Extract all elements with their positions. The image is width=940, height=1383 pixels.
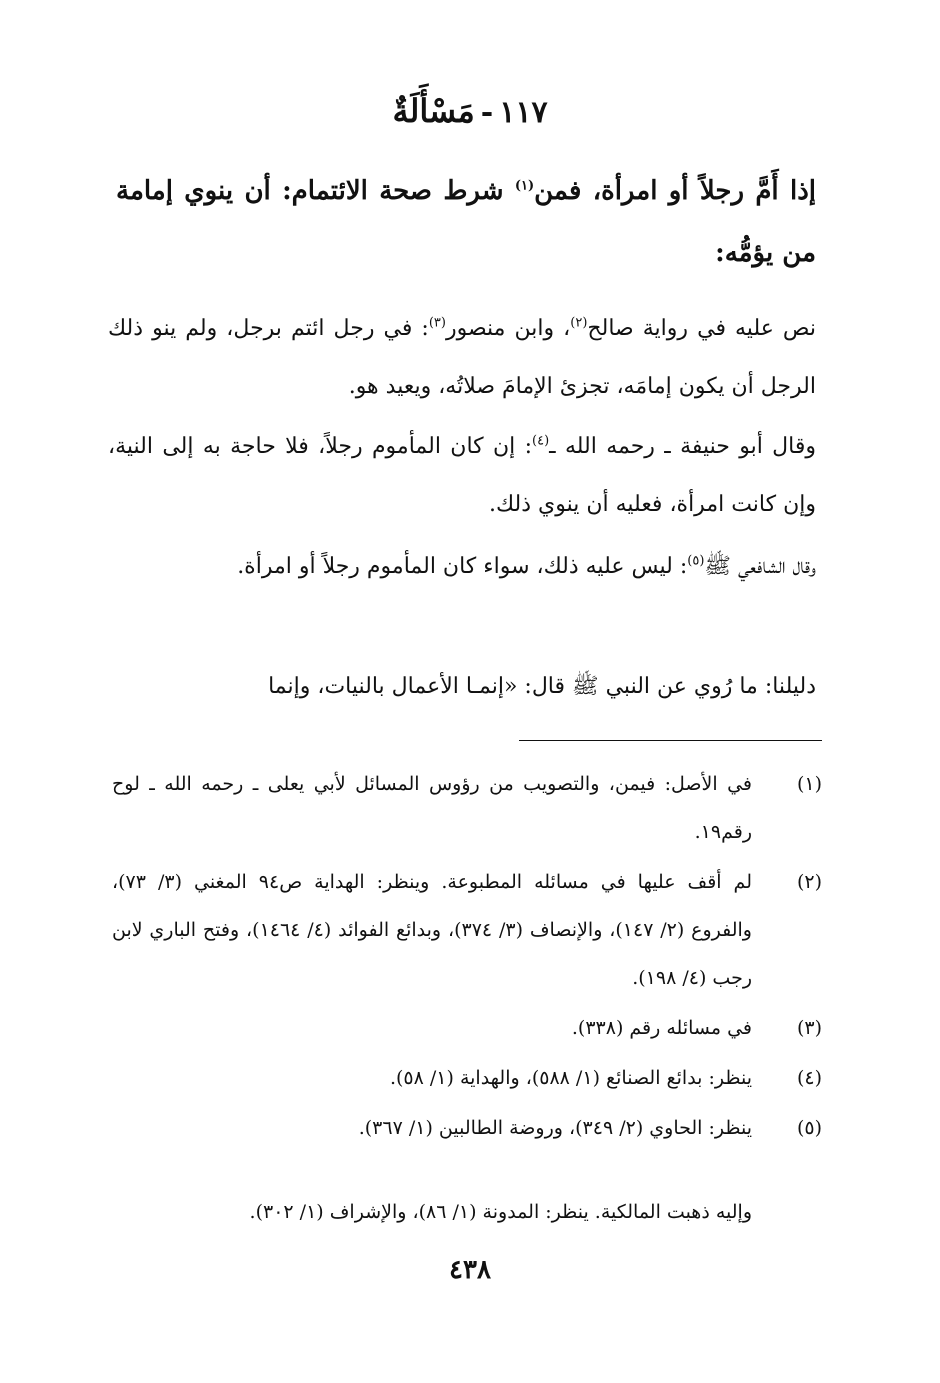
footnote-ref: (٣) [428, 315, 446, 331]
issue-question [116, 160, 816, 284]
paragraph-text: وقال أبو حنيفة ـ رحمه الله ـ [549, 434, 816, 459]
paragraph-4 [108, 658, 816, 716]
paragraph-2 [108, 418, 816, 534]
footnotes [112, 760, 822, 1154]
footnote-ref: (٢) [570, 315, 588, 331]
footnote-text: في الأصل: فيمن، والتصويب من رؤوس المسائل لأبي يعلى ـ رحمه الله ـ لوح رقم١٩. [112, 773, 752, 843]
footnote-1 [112, 760, 822, 856]
footnote-continuation: وإليه ذهبت المالكية. ينظر: المدونة (١/ ٨٦)، والإشراف (١/ ٣٠٢). [249, 1201, 752, 1223]
issue-number: ١١٧ [499, 95, 548, 130]
paragraph-text: : ليس عليه ذلك، سواء كان المأموم رجلاً أو امرأة. [237, 554, 688, 579]
heading-dash: - [480, 95, 494, 130]
footnote-3 [112, 1004, 822, 1052]
paragraph-text: وقال الشافعي ﷺ [704, 554, 816, 579]
paragraph-text: : في رجل ائتم برجل، ولم ينو ذلك الرجل أن يكون إمامَه، تجزئ الإمامَ صلاتُه، ويعيد هو. [108, 316, 816, 399]
paragraph-text: : إن كان المأموم رجلاً، فلا حاجة به إلى النية، وإن كانت امرأة، فعليه أن ينوي ذلك. [108, 434, 816, 517]
paragraph-text: نص عليه في رواية صالح [587, 316, 816, 341]
paragraph-3 [108, 538, 816, 596]
footnote-divider [519, 740, 822, 741]
footnote-2 [112, 858, 822, 1002]
question-text-start: إذا أَمَّ رجلاً أو امرأة، فمن [534, 176, 816, 206]
footnote-number: (٤) [796, 1067, 822, 1089]
footnote-text: ينظر: بدائع الصنائع (١/ ٥٨٨)، والهداية (١/ ٥٨). [389, 1067, 752, 1089]
footnote-ref: (١) [514, 178, 535, 194]
footnote-text: لم أقف عليها في مسائله المطبوعة. وينظر: الهداية ص٩٤ المغني (٣/ ٧٣)، والفروع (٢/ ١٤٧)، والإنصاف (٣/ ٣٧٤)، وبدائع الفوائد (٤/ ١٤٦٤)، وفتح الباري لابن رجب (٤/ ١٩٨). [112, 871, 752, 989]
footnote-ref: (٥) [687, 553, 705, 569]
footnote-4 [112, 1054, 822, 1102]
paragraph-1 [108, 300, 816, 416]
paragraph-text: ، وابن منصور [445, 316, 571, 341]
footnote-text: ينظر: الحاوي (٢/ ٣٤٩)، وروضة الطالبين (١/ ٣٦٧). [358, 1117, 752, 1139]
question-text-end: شرط صحة الائتمام: أن ينوي إمامة من يؤمُّه: [116, 176, 816, 268]
footnote-number: (٣) [796, 1017, 822, 1039]
footnote-number: (٥) [796, 1117, 822, 1139]
footnote-number: (٢) [796, 871, 822, 893]
footnote-number: (١) [796, 773, 822, 795]
issue-word: مَسْأَلَةٌ [392, 92, 475, 130]
paragraph-text: دليلنا: ما رُوي عن النبي ﷺ قال: «إنمـا الأعمال بالنيات، وإنما [268, 674, 816, 699]
footnote-ref: (٤) [532, 433, 550, 449]
footnote-5 [112, 1104, 822, 1152]
page-number: ٤٣٨ [449, 1255, 491, 1285]
footnote-text: في مسائله رقم (٣٣٨). [571, 1017, 752, 1039]
issue-heading [0, 92, 940, 130]
